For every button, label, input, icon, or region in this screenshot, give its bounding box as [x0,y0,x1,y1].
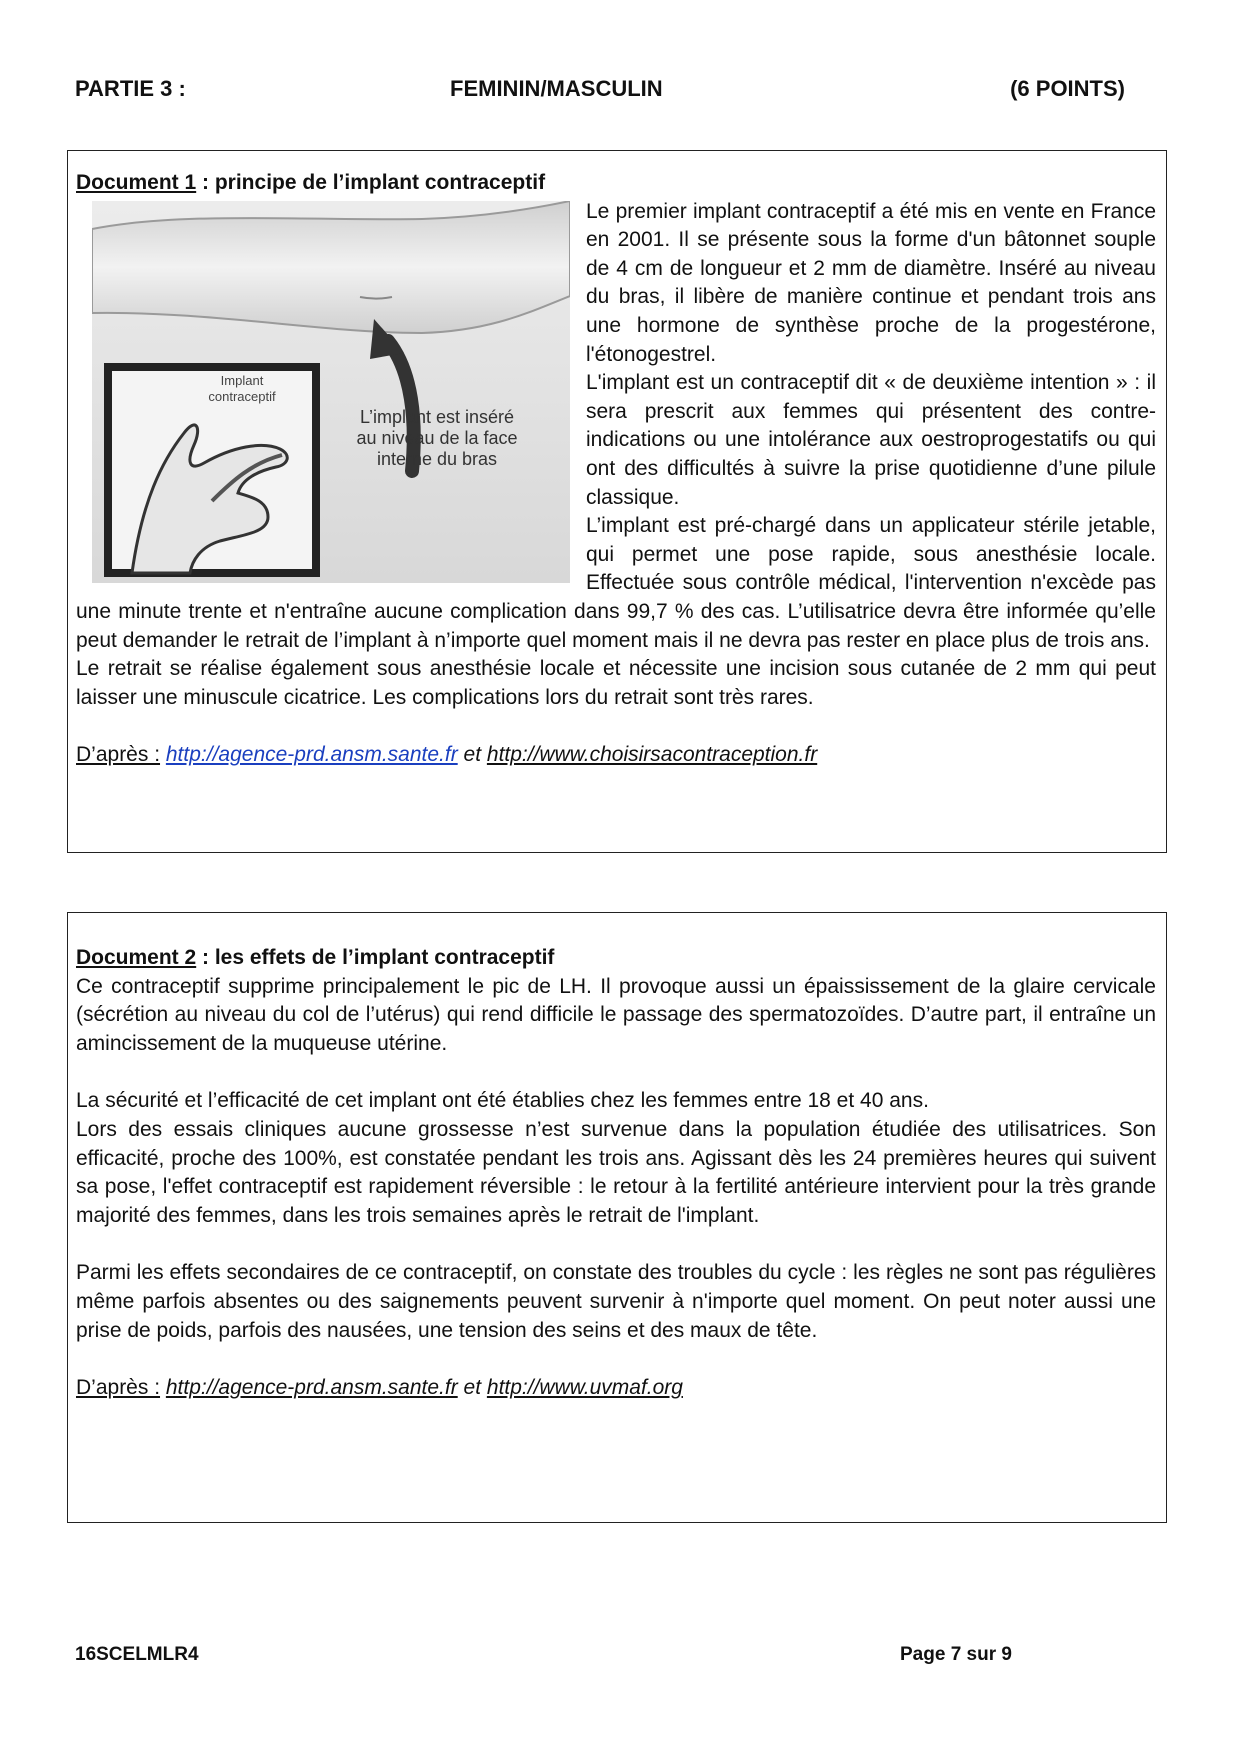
figure-caption-line-3: interne du bras [376,448,498,469]
figure-caption-line-2: au niveau de la face [356,427,518,448]
doc1-source: D’après : http://agence-prd.ansm.sante.fr et http://www.choisirsacontraception.fr [76,743,818,767]
doc1-paragraph-1: Le premier implant contraceptif a été mis en vente en France en 2001. Il se présente sous la forme d'un bâtonnet souple de 4 cm de longueur et 2 mm de diamètre. Inséré au niveau du bras, il libère de manière continue et pendant trois ans une hormone de synthèse proche de la progestérone, l'étonogestrel. [586,199,1156,366]
implant-illustration [92,201,570,583]
arm-illustration-svg [92,201,570,583]
theme-title: FEMININ/MASCULIN [450,76,663,101]
figure-caption-line-1: L’implant est inséré [359,406,515,427]
doc1-paragraph-2: L'implant est un contraceptif dit « de deuxième intention » : il sera prescrit aux femmes qui présentent des contre-indications ou une intolérance aux oestroprogestatifs ou qui ont des difficultés à suivre la prise quotidienne d’une pilule classique. [586,371,1156,509]
implant-label-line-1: Implant [220,372,264,388]
source-prefix: D’après : [76,1376,161,1400]
doc2-paragraph-3: Lors des essais cliniques aucune grossesse n’est survenue dans la population étudiée des utilisatrices. Son efficacité, proche des 100%, est constatée pendant les trois ans. Agissant dès les 24 premières heures qui suivent sa pose, l'effet contraceptif est rapidement réversible : le retour à la fertilité antérieure intervient pour la très grande majorité des femmes, dans les trois semaines après le retrait de l'implant. [76,1117,1156,1227]
doc1-paragraph-4: Le retrait se réalise également sous anesthésie locale et nécessite une incision sous cutanée de 2 mm qui peut laisser une minuscule cicatrice. Les complications lors du retrait sont très rares. [76,657,1156,709]
document-1-title: Document 1 : principe de l’implant contraceptif [76,171,546,194]
doc2-paragraph-4: Parmi les effets secondaires de ce contraceptif, on constate des troubles du cycle : les règles ne sont pas régulières même parfois absentes ou des saignements peuvent survenir à n'importe quel moment. On peut noter aussi une prise de poids, parfois des nausées, une tension des seins et des maux de tête. [76,1261,1156,1342]
document-2-box [67,912,1167,1523]
source-link-ansm[interactable]: http://agence-prd.ansm.sante.fr [165,743,458,767]
doc2-paragraph-2: La sécurité et l’efficacité de cet implant ont été établies chez les femmes entre 18 et 40 ans. [76,1089,929,1113]
implant-label-line-2: contraceptif [208,388,276,404]
doc1-paragraph-3: L’implant est pré-chargé dans un applicateur stérile jetable, qui permet une pose rapide, sous anesthésie locale. Effectuée sous contrôle médical, l'intervention n'excède pas une minute trente et n'entraîne aucune complication dans 99,7 % des cas. L’utilisatrice devra être informée qu’elle peut demander le retrait de l’implant à n’importe quel moment mais il ne devra pas rester en place plus de trois ans. [76,514,1156,652]
document-1-box [67,150,1167,853]
document-2-title: Document 2 : les effets de l’implant contraceptif [76,946,555,969]
source-link-uvmaf[interactable]: http://www.uvmaf.org [486,1376,683,1400]
source-prefix: D’après : [76,743,161,767]
page-header [75,76,1125,106]
doc2-paragraph-1: Ce contraceptif supprime principalement le pic de LH. Il provoque aussi un épaississement de la glaire cervicale (sécrétion au niveau du col de l’utérus) qui rend difficile le passage des spermatozoïdes. D’autre part, il entraîne un amincissement de la muqueuse utérine. [76,974,1156,1055]
exam-code: 16SCELMLR4 [75,1644,199,1665]
page-number: Page 7 sur 9 [900,1644,1012,1665]
source-link-ansm[interactable]: http://agence-prd.ansm.sante.fr [165,1376,458,1400]
part-label: PARTIE 3 : [75,76,186,101]
points-label: (6 POINTS) [1010,76,1125,101]
source-link-choisirsacontraception[interactable]: http://www.choisirsacontraception.fr [486,743,818,767]
doc2-source: D’après : http://agence-prd.ansm.sante.fr et http://www.uvmaf.org [76,1376,683,1400]
